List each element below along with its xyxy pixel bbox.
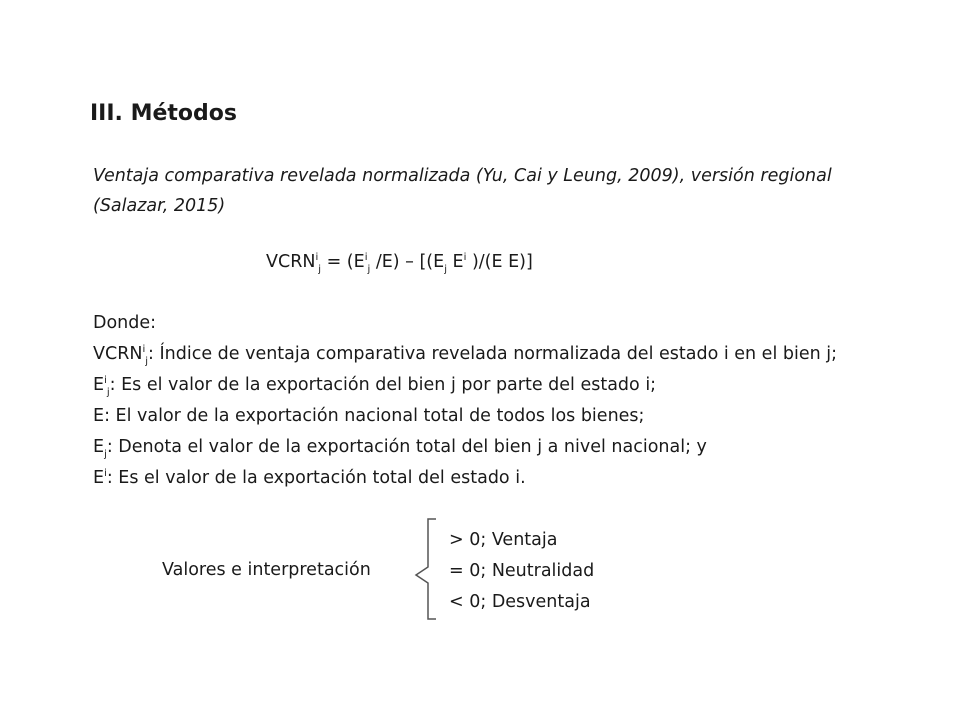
formula-sub-1: j (367, 264, 371, 275)
definition-sub: j (106, 387, 110, 398)
formula-part-4: )/(E E)] (466, 252, 533, 272)
definition-sub: j (145, 356, 149, 367)
method-subtitle: Ventaja comparativa revelada normalizada (Yu, Cai y Leung, 2009), versión regional (Salazar, 2015) (93, 166, 832, 216)
definition-item (93, 432, 953, 463)
formula-lhs-sub: j (318, 264, 322, 275)
definition-item (93, 463, 953, 494)
definition-sup: i (104, 468, 107, 479)
definition-item (93, 370, 953, 401)
interpretation-value-negative: < 0; Desventaja (449, 592, 591, 612)
interpretation-label: Valores e interpretación (162, 560, 371, 580)
definition-text: : Es el valor de la exportación total del estado i. (106, 468, 526, 488)
formula-part-2: /E) – [(E (370, 252, 445, 272)
interpretation-values (449, 525, 594, 618)
definition-text: : Es el valor de la exportación del bien j por parte del estado i; (109, 375, 657, 395)
definition-symbol: E (93, 468, 105, 488)
definition-text: : El valor de la exportación nacional total de todos los bienes; (104, 406, 645, 426)
formula-lhs-sup: i (315, 252, 319, 263)
interpretation-value-positive: > 0; Ventaja (449, 530, 558, 550)
definition-symbol: E (93, 375, 105, 395)
definition-symbol: E (93, 437, 105, 457)
definition-symbol: VCRN (93, 344, 143, 364)
formula-part-3: E (446, 252, 464, 272)
section-heading: III. Métodos (90, 101, 237, 126)
definitions-intro: Donde: (93, 313, 157, 333)
left-brace-icon (412, 517, 438, 621)
definition-sup: i (104, 375, 107, 386)
formula-sup-3: i (463, 252, 467, 263)
definitions-block (93, 308, 953, 494)
definition-symbol: E (93, 406, 105, 426)
formula-part-1: = (E (321, 252, 365, 272)
definition-sup: i (142, 344, 146, 355)
formula-sup-1: i (364, 252, 368, 263)
definition-item (93, 401, 953, 432)
definition-sub: j (104, 449, 107, 460)
interpretation-value-zero: = 0; Neutralidad (449, 561, 595, 581)
definition-text: : Denota el valor de la exportación total del bien j a nivel nacional; y (106, 437, 707, 457)
formula-lhs-name: VCRN (266, 252, 316, 272)
definition-text: : Índice de ventaja comparativa revelada normalizada del estado i en el bien j; (148, 344, 838, 364)
definition-item (93, 339, 953, 370)
formula-sub-2: j (444, 264, 447, 275)
vcrn-formula (266, 252, 533, 275)
